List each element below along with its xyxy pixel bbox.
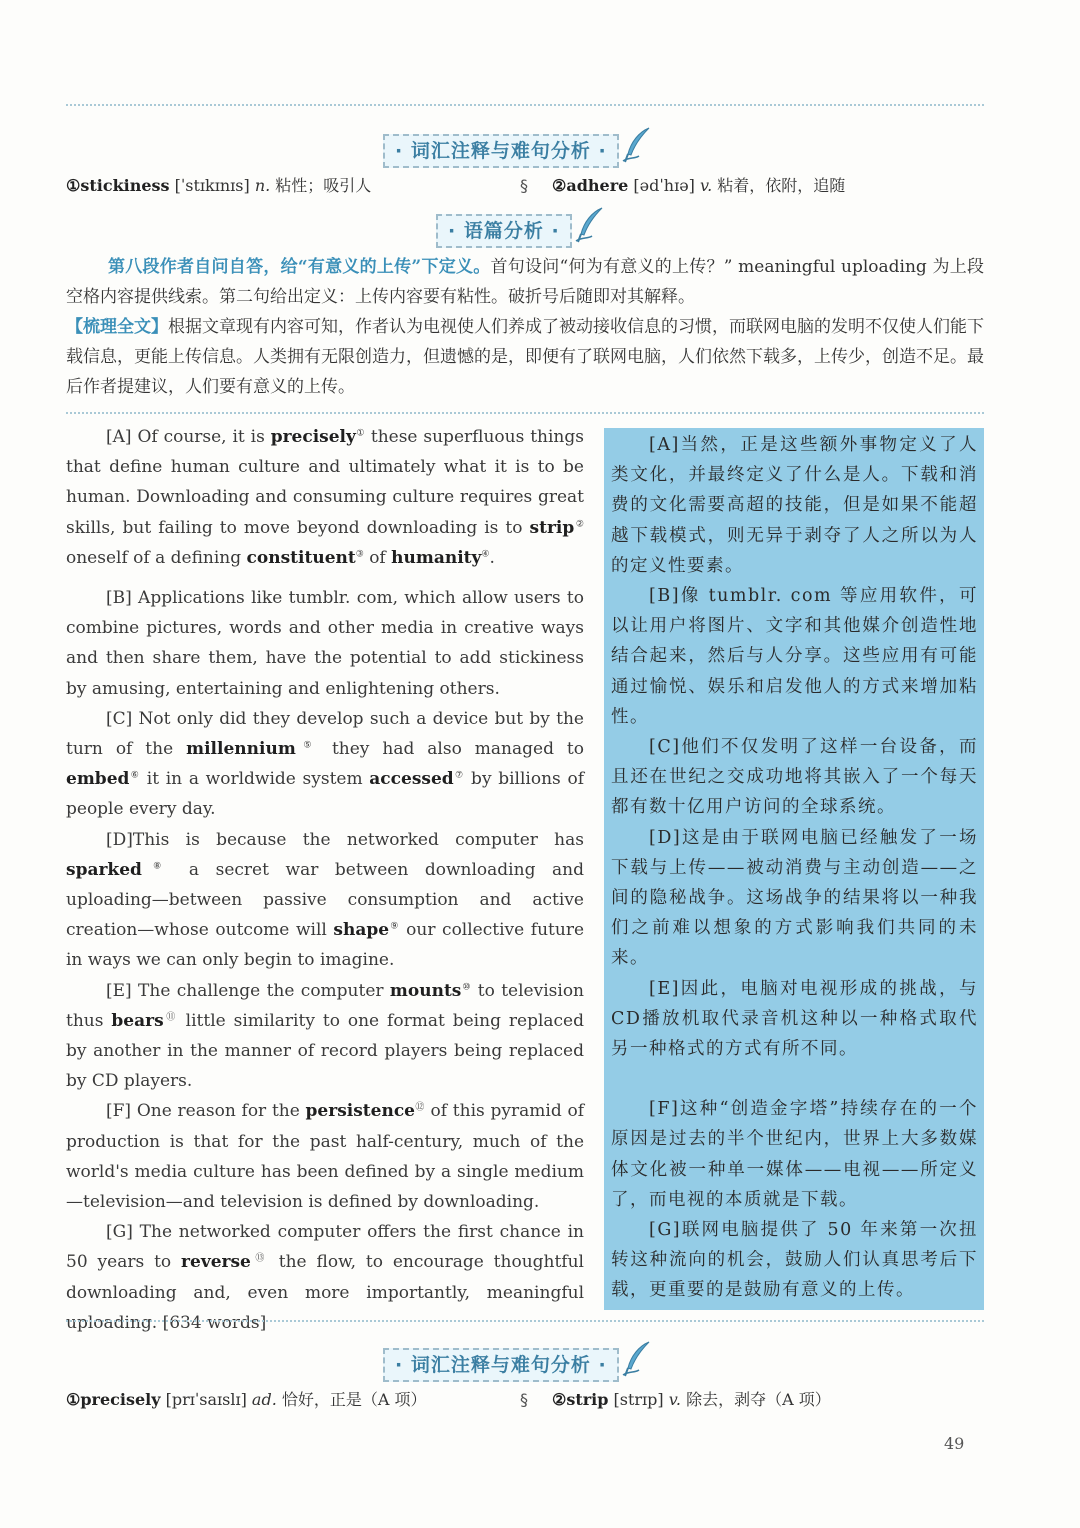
translation-b: [B]像 tumblr. com 等应用软件，可以让用户将图片、文字和其他媒介创造性地结合起来，然后与人分享。这些应用有可能通过愉悦、娱乐和启发他人的方式来增加粘性。	[611, 586, 978, 727]
vocab-row-top	[66, 171, 984, 201]
quill-pen-icon	[621, 1340, 653, 1378]
vocab-section-header-bottom	[383, 1340, 653, 1382]
discourse-analysis	[66, 252, 984, 402]
paragraph-e: [E] The challenge the computer mounts⑩ to television thus bears⑪ little similarity to one format being replaced by another in the manner of record players being replaced by CD players.	[66, 980, 584, 1092]
vocab-row-bottom	[66, 1385, 984, 1415]
vocab-section-header	[383, 126, 653, 168]
vocab-entry: ②strip [strɪp] v. 除去，剥夺（A 项）	[552, 1390, 831, 1409]
translation-g: [G]联网电脑提供了 50 年来第一次扭转这种流向的机会，鼓励人们认真思考后下载，更重要的是鼓励有意义的上传。	[611, 1220, 978, 1301]
english-passage	[66, 422, 584, 1338]
paragraph-d: [D]This is because the networked computer has sparked⑧ a secret war between downloading and uploading—between passive consumption and active creation—whose outcome will shape⑨ our collective future in ways we can only begin to imagine.	[66, 829, 585, 971]
translation-d: [D]这是由于联网电脑已经触发了一场下载与上传——被动消费与主动创造——之间的隐秘战争。这场战争的结果将以一种我们之前难以想象的方式影响我们共同的未来。	[611, 827, 978, 969]
quill-pen-icon	[621, 126, 653, 164]
discourse-section-header	[436, 206, 606, 248]
section-mark-icon: §	[520, 176, 528, 195]
summary-paragraph: 【梳理全文】根据文章现有内容可知，作者认为电视使人们养成了被动接收信息的习惯，而联网电脑的发明不仅使人们能下载信息，更能上传信息。人类拥有无限创造力，但遗憾的是，即便有了联网电脑，人们依然下载多，上传少，创造不足。最后作者提建议，人们要有意义的上传。	[66, 317, 984, 397]
paragraph-g: [G] The networked computer offers the first chance in 50 years to reverse⑬ the flow, to encourage thoughtful downloading and, even more importantly, meaningful uploading. [634 words]	[66, 1222, 584, 1333]
vocab-section-title-bottom: · 词汇注释与难句分析 ·	[383, 1348, 619, 1382]
analysis-paragraph: 第八段作者自问自答，给“有意义的上传”下定义。首句设问“何为有意义的上传？” meaningful uploading 为上段空格内容提供线索。第二句给出定义：上传内容要有粘性。破折号后随即对其解释。	[66, 257, 984, 307]
translation-a: [A]当然，正是这些额外事物定义了人类文化，并最终定义了什么是人。下载和消费的文化需要高超的技能，但是如果不能超越下载模式，则无异于剥夺了人之所以为人的定义性要素。	[611, 435, 978, 576]
translation-f: [F]这种“创造金字塔”持续存在的一个原因是过去的半个世纪内，世界上大多数媒体文化被一种单一媒体——电视——所定义了，而电视的本质就是下载。	[611, 1099, 978, 1210]
vocab-entry: ①stickiness [ˈstɪkɪnɪs] n. 粘性；吸引人	[66, 176, 372, 195]
translation-box	[604, 428, 984, 1310]
quill-pen-icon	[574, 206, 606, 244]
paragraph-a: [A] Of course, it is precisely① these superfluous things that define human culture and ultimately what it is to be human. Downloading and consuming culture requires great skills, but failing to move beyond downloading is to strip② oneself of a defining constituent③ of humanity④.	[66, 427, 584, 568]
translation-e: [E]因此，电脑对电视形成的挑战，与CD播放机取代录音机这种以一种格式取代另一种格式的方式有所不同。	[611, 978, 978, 1060]
translation-c: [C]他们不仅发明了这样一台设备，而且还在世纪之交成功地将其嵌入了一个每天都有数十亿用户访问的全球系统。	[611, 737, 978, 818]
section-mark-icon: §	[520, 1390, 528, 1409]
discourse-section-title: · 语篇分析 ·	[436, 214, 572, 248]
paragraph-f: [F] One reason for the persistence⑫ of this pyramid of production is that for the past half-century, much of the world's media culture has been defined by a single medium—television—and television is defined by downloading.	[66, 1101, 584, 1213]
divider-bottom	[66, 1320, 984, 1322]
page-number: 49	[944, 1434, 965, 1453]
divider-middle	[66, 412, 984, 414]
vocab-section-title: · 词汇注释与难句分析 ·	[383, 134, 619, 168]
paragraph-c: [C] Not only did they develop such a device but by the turn of the millennium⑤ they had also managed to embed⑥ it in a worldwide system accessed⑦ by billions of people every day.	[66, 708, 585, 820]
vocab-entry: ①precisely [prɪˈsaɪslɪ] ad. 恰好，正是（A 项）	[66, 1390, 427, 1409]
vocab-entry: ②adhere [ədˈhɪə] v. 粘着，依附，追随	[552, 176, 846, 195]
paragraph-b: [B] Applications like tumblr. com, which allow users to combine pictures, words and other media in creative ways and then share them, have the potential to add stickiness by amusing, entertaining and enlightening others.	[66, 588, 584, 699]
divider-top	[66, 104, 984, 106]
